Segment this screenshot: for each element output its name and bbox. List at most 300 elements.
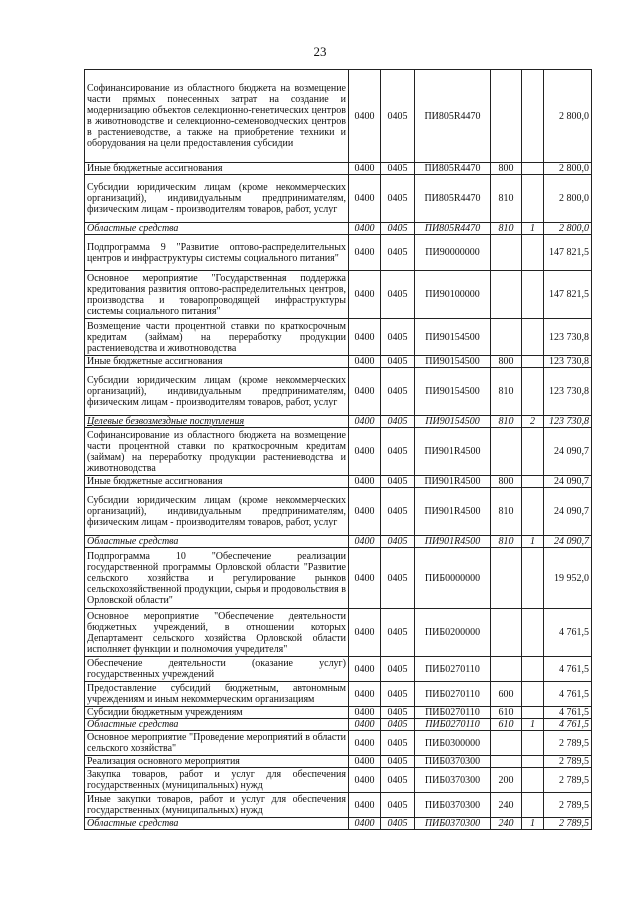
- cell-expense-type: [491, 756, 522, 768]
- cell-name-text: Софинансирование из областного бюджета на возмещение части прямых понесенных затрат на создание и модернизацию объектов селекционно-генетических центров в животноводстве и селекционно-семеноводческих центров в растениеводстве, а также на приобретение техники и оборудования на цели предоставления субсидии: [87, 83, 346, 149]
- cell-subsection: [381, 368, 415, 416]
- cell-target-article: [415, 356, 491, 368]
- cell-name-text: Основное мероприятие "Государственная поддержка кредитования развития оптово-распределительных центров, производства и товаропроводящей инфраструктуры системы социального питания": [87, 272, 346, 317]
- table-row: [85, 223, 592, 235]
- cell-section-text: 0400: [354, 774, 375, 786]
- cell-section-text: 0400: [354, 707, 375, 718]
- cell-target-article: [415, 175, 491, 223]
- cell-target-article-text: ПИ805R4470: [424, 223, 481, 234]
- cell-section: [349, 368, 381, 416]
- cell-amount-text: 2 789,5: [559, 774, 589, 786]
- table-row: [85, 731, 592, 756]
- cell-section: [349, 271, 381, 319]
- cell-source: [522, 368, 544, 416]
- cell-name: [85, 682, 349, 707]
- cell-target-article: [415, 476, 491, 488]
- cell-section-text: 0400: [354, 110, 375, 122]
- cell-target-article-text: ПИБ0270110: [425, 688, 480, 700]
- cell-amount-text: 123 730,8: [549, 416, 589, 427]
- cell-expense-type-text: 240: [498, 799, 514, 811]
- cell-subsection-text: 0405: [387, 756, 408, 767]
- cell-source: [522, 223, 544, 235]
- cell-section: [349, 818, 381, 830]
- cell-amount-text: 24 090,7: [554, 506, 589, 517]
- cell-section-text: 0400: [354, 247, 375, 258]
- cell-source: [522, 488, 544, 536]
- cell-target-article-text: ПИ90100000: [425, 289, 480, 300]
- cell-section: [349, 476, 381, 488]
- cell-section-text: 0400: [354, 719, 375, 730]
- cell-target-article-text: ПИБ0370300: [424, 799, 481, 811]
- table-row: [85, 356, 592, 368]
- cell-subsection-text: 0405: [387, 799, 408, 811]
- cell-subsection: [381, 682, 415, 707]
- cell-subsection: [381, 609, 415, 657]
- cell-amount-text: 4 761,5: [559, 688, 589, 700]
- cell-expense-type: [491, 319, 522, 356]
- cell-expense-type: [491, 793, 522, 818]
- cell-name-text: Иные бюджетные ассигнования: [87, 356, 223, 367]
- cell-section: [349, 657, 381, 682]
- cell-target-article: [415, 756, 491, 768]
- cell-name: [85, 609, 349, 657]
- cell-subsection: [381, 768, 415, 793]
- cell-source: [522, 476, 544, 488]
- cell-section-text: 0400: [354, 627, 375, 638]
- cell-source-text: 1: [530, 818, 535, 829]
- cell-section-text: 0400: [354, 756, 375, 767]
- cell-source-text: 1: [530, 223, 535, 234]
- cell-name: [85, 356, 349, 368]
- cell-amount-text: 123 730,8: [549, 356, 589, 367]
- cell-expense-type: [491, 719, 522, 731]
- table-row: [85, 818, 592, 830]
- cell-subsection: [381, 707, 415, 719]
- table-row: [85, 548, 592, 609]
- cell-target-article: [415, 719, 491, 731]
- cell-subsection-text: 0405: [387, 110, 408, 122]
- cell-target-article-text: ПИБ0270110: [425, 707, 480, 718]
- cell-expense-type: [491, 818, 522, 830]
- cell-expense-type-text: 810: [498, 416, 514, 427]
- cell-amount-text: 2 800,0: [559, 163, 589, 174]
- cell-section-text: 0400: [354, 536, 375, 547]
- cell-source: [522, 536, 544, 548]
- cell-expense-type-text: 610: [498, 719, 514, 730]
- cell-subsection: [381, 756, 415, 768]
- cell-name: [85, 70, 349, 163]
- cell-target-article: [415, 768, 491, 793]
- cell-target-article: [415, 488, 491, 536]
- cell-expense-type-text: 810: [498, 223, 514, 234]
- cell-section: [349, 175, 381, 223]
- cell-section: [349, 731, 381, 756]
- cell-section: [349, 416, 381, 428]
- cell-name: [85, 163, 349, 175]
- cell-section: [349, 682, 381, 707]
- cell-amount: [544, 609, 592, 657]
- cell-amount: [544, 428, 592, 476]
- cell-expense-type-text: 800: [498, 163, 514, 174]
- cell-target-article: [415, 70, 491, 163]
- cell-expense-type-text: 240: [498, 818, 514, 829]
- cell-amount: [544, 271, 592, 319]
- cell-amount-text: 123 730,8: [549, 386, 589, 397]
- cell-name-text: Основное мероприятие "Обеспечение деятельности бюджетных учреждений, в отношении которых Департамент сельского хозяйства Орловской области исполняет функции и полномочия учредителя": [87, 610, 346, 655]
- cell-subsection: [381, 719, 415, 731]
- table-row: [85, 609, 592, 657]
- cell-expense-type: [491, 682, 522, 707]
- cell-section-text: 0400: [354, 223, 375, 234]
- cell-source: [522, 657, 544, 682]
- cell-subsection-text: 0405: [387, 818, 408, 829]
- cell-amount-text: 2 789,5: [559, 756, 589, 767]
- table-row: [85, 536, 592, 548]
- cell-name: [85, 756, 349, 768]
- cell-section: [349, 235, 381, 271]
- cell-subsection-text: 0405: [387, 416, 408, 427]
- cell-source: [522, 793, 544, 818]
- cell-source: [522, 731, 544, 756]
- cell-subsection: [381, 548, 415, 609]
- cell-section-text: 0400: [354, 163, 375, 174]
- cell-source: [522, 818, 544, 830]
- cell-amount: [544, 731, 592, 756]
- cell-section-text: 0400: [354, 193, 375, 204]
- cell-amount-text: 123 730,8: [549, 331, 589, 343]
- cell-amount-text: 2 789,5: [559, 818, 589, 829]
- cell-subsection-text: 0405: [387, 331, 408, 343]
- cell-name: [85, 707, 349, 719]
- cell-target-article-text: ПИ901R4500: [424, 476, 481, 487]
- cell-target-article-text: ПИ90000000: [425, 247, 480, 258]
- cell-name-text: Субсидии юридическим лицам (кроме некоммерческих организаций), индивидуальным предпринимателям, физическим лицам - производителям товаров, работ, услуг: [87, 182, 346, 215]
- cell-section-text: 0400: [354, 476, 375, 487]
- cell-source-text: 1: [530, 719, 535, 730]
- cell-name: [85, 271, 349, 319]
- cell-amount-text: 4 761,5: [559, 627, 589, 638]
- table-row: [85, 163, 592, 175]
- cell-amount-text: 2 789,5: [559, 737, 589, 749]
- cell-section: [349, 609, 381, 657]
- cell-expense-type: [491, 609, 522, 657]
- cell-target-article-text: ПИБ0370300: [424, 818, 481, 829]
- cell-target-article: [415, 536, 491, 548]
- cell-expense-type-text: 200: [498, 774, 514, 786]
- cell-target-article: [415, 707, 491, 719]
- cell-subsection-text: 0405: [387, 193, 408, 204]
- cell-subsection: [381, 271, 415, 319]
- cell-name: [85, 223, 349, 235]
- cell-section-text: 0400: [354, 818, 375, 829]
- cell-target-article-text: ПИ90154500: [425, 356, 480, 367]
- cell-target-article-text: ПИБ0270110: [425, 663, 480, 675]
- cell-expense-type: [491, 235, 522, 271]
- cell-name: [85, 488, 349, 536]
- cell-subsection-text: 0405: [387, 446, 408, 457]
- cell-target-article-text: ПИБ0370300: [424, 756, 481, 767]
- cell-expense-type: [491, 223, 522, 235]
- table-row: [85, 175, 592, 223]
- cell-name-text: Областные средства: [87, 818, 179, 829]
- cell-target-article-text: ПИ90154500: [425, 416, 480, 427]
- cell-name: [85, 768, 349, 793]
- cell-section: [349, 319, 381, 356]
- cell-section: [349, 548, 381, 609]
- cell-target-article-text: ПИБ0000000: [424, 572, 481, 584]
- cell-source-text: 2: [530, 416, 535, 427]
- cell-section-text: 0400: [354, 572, 375, 584]
- cell-source-text: 1: [530, 536, 535, 547]
- cell-expense-type: [491, 428, 522, 476]
- cell-amount: [544, 416, 592, 428]
- cell-name: [85, 719, 349, 731]
- cell-name: [85, 175, 349, 223]
- cell-source: [522, 707, 544, 719]
- table-row: [85, 707, 592, 719]
- cell-target-article: [415, 428, 491, 476]
- cell-amount-text: 2 800,0: [559, 110, 589, 122]
- cell-target-article-text: ПИБ0300000: [424, 737, 481, 749]
- cell-source: [522, 163, 544, 175]
- cell-section: [349, 707, 381, 719]
- cell-amount: [544, 70, 592, 163]
- cell-subsection: [381, 70, 415, 163]
- cell-subsection: [381, 488, 415, 536]
- cell-amount: [544, 223, 592, 235]
- cell-expense-type-text: 810: [498, 386, 514, 397]
- cell-subsection-text: 0405: [387, 476, 408, 487]
- table-row: [85, 70, 592, 163]
- table-row: [85, 319, 592, 356]
- cell-subsection-text: 0405: [387, 356, 408, 367]
- cell-expense-type-text: 810: [498, 536, 514, 547]
- cell-target-article: [415, 609, 491, 657]
- cell-name: [85, 536, 349, 548]
- cell-name-text: Иные закупки товаров, работ и услуг для обеспечения государственных (муниципальных) нужд: [87, 794, 346, 816]
- cell-subsection: [381, 356, 415, 368]
- cell-expense-type-text: 810: [498, 506, 514, 517]
- cell-target-article: [415, 682, 491, 707]
- cell-source: [522, 548, 544, 609]
- cell-subsection: [381, 175, 415, 223]
- cell-expense-type: [491, 368, 522, 416]
- cell-amount: [544, 682, 592, 707]
- cell-target-article-text: ПИ90154500: [425, 386, 480, 397]
- cell-target-article-text: ПИ901R4500: [424, 446, 481, 457]
- cell-subsection-text: 0405: [387, 223, 408, 234]
- cell-subsection: [381, 235, 415, 271]
- cell-target-article: [415, 548, 491, 609]
- cell-target-article: [415, 271, 491, 319]
- budget-table: [84, 69, 592, 830]
- cell-amount-text: 24 090,7: [554, 536, 589, 547]
- cell-subsection-text: 0405: [387, 688, 408, 700]
- cell-section-text: 0400: [354, 688, 375, 700]
- cell-amount-text: 4 761,5: [559, 663, 589, 675]
- cell-expense-type-text: 810: [498, 193, 514, 204]
- cell-amount: [544, 536, 592, 548]
- cell-source: [522, 428, 544, 476]
- cell-subsection: [381, 223, 415, 235]
- cell-section: [349, 768, 381, 793]
- cell-expense-type: [491, 356, 522, 368]
- cell-amount: [544, 356, 592, 368]
- cell-section: [349, 793, 381, 818]
- cell-subsection-text: 0405: [387, 707, 408, 718]
- cell-expense-type: [491, 536, 522, 548]
- cell-subsection: [381, 731, 415, 756]
- cell-subsection: [381, 657, 415, 682]
- table-row: [85, 416, 592, 428]
- cell-amount-text: 4 761,5: [559, 707, 589, 718]
- cell-expense-type: [491, 731, 522, 756]
- cell-source: [522, 319, 544, 356]
- cell-expense-type: [491, 476, 522, 488]
- cell-expense-type: [491, 548, 522, 609]
- cell-section-text: 0400: [354, 416, 375, 427]
- cell-source: [522, 356, 544, 368]
- cell-section: [349, 163, 381, 175]
- cell-target-article-text: ПИ90154500: [425, 331, 480, 343]
- cell-name: [85, 731, 349, 756]
- cell-section-text: 0400: [354, 356, 375, 367]
- cell-subsection: [381, 476, 415, 488]
- cell-name-text: Субсидии юридическим лицам (кроме некоммерческих организаций), индивидуальным предпринимателям, физическим лицам - производителям товаров, работ, услуг: [87, 375, 346, 408]
- cell-section-text: 0400: [354, 289, 375, 300]
- cell-name-text: Софинансирование из областного бюджета на возмещение части процентной ставки по краткосрочным кредитам (займам) на переработку продукции растениеводства и животноводства: [87, 429, 346, 474]
- cell-target-article: [415, 731, 491, 756]
- cell-target-article: [415, 818, 491, 830]
- cell-source: [522, 416, 544, 428]
- cell-target-article-text: ПИБ0200000: [424, 627, 481, 638]
- table-row: [85, 488, 592, 536]
- cell-source: [522, 609, 544, 657]
- cell-source: [522, 70, 544, 163]
- cell-name-text: Субсидии юридическим лицам (кроме некоммерческих организаций), индивидуальным предпринимателям, физическим лицам - производителям товаров, работ, услуг: [87, 495, 346, 528]
- cell-expense-type: [491, 416, 522, 428]
- cell-name: [85, 319, 349, 356]
- cell-name: [85, 657, 349, 682]
- cell-source: [522, 719, 544, 731]
- cell-section: [349, 223, 381, 235]
- cell-target-article-text: ПИ805R4470: [424, 110, 481, 122]
- cell-section: [349, 756, 381, 768]
- cell-source: [522, 682, 544, 707]
- page-number: 23: [313, 44, 327, 59]
- cell-name-text: Иные бюджетные ассигнования: [87, 163, 223, 174]
- cell-amount-text: 147 821,5: [549, 247, 589, 258]
- cell-amount-text: 147 821,5: [549, 289, 589, 300]
- cell-expense-type-text: 800: [498, 476, 514, 487]
- table-row: [85, 682, 592, 707]
- cell-section-text: 0400: [354, 663, 375, 675]
- cell-section-text: 0400: [354, 386, 375, 397]
- cell-section: [349, 536, 381, 548]
- cell-target-article-text: ПИ901R4500: [424, 536, 481, 547]
- table-row: [85, 793, 592, 818]
- table-row: [85, 368, 592, 416]
- cell-amount: [544, 548, 592, 609]
- cell-target-article: [415, 793, 491, 818]
- cell-amount: [544, 657, 592, 682]
- cell-subsection-text: 0405: [387, 737, 408, 749]
- table-row: [85, 235, 592, 271]
- cell-target-article: [415, 416, 491, 428]
- table-row: [85, 271, 592, 319]
- cell-source: [522, 271, 544, 319]
- cell-subsection-text: 0405: [387, 247, 408, 258]
- cell-amount-text: 2 800,0: [559, 193, 589, 204]
- cell-amount: [544, 707, 592, 719]
- cell-amount: [544, 719, 592, 731]
- cell-expense-type: [491, 175, 522, 223]
- cell-name: [85, 235, 349, 271]
- cell-name-text: Реализация основного мероприятия: [87, 756, 240, 767]
- cell-subsection-text: 0405: [387, 627, 408, 638]
- cell-expense-type-text: 600: [498, 688, 514, 700]
- cell-expense-type: [491, 70, 522, 163]
- cell-name-text: Областные средства: [87, 223, 179, 234]
- cell-source: [522, 235, 544, 271]
- cell-amount: [544, 319, 592, 356]
- cell-section-text: 0400: [354, 331, 375, 343]
- cell-target-article-text: ПИБ0370300: [424, 774, 481, 786]
- cell-subsection-text: 0405: [387, 386, 408, 397]
- cell-section-text: 0400: [354, 506, 375, 517]
- cell-subsection-text: 0405: [387, 289, 408, 300]
- cell-target-article-text: ПИ901R4500: [424, 506, 481, 517]
- cell-amount-text: 24 090,7: [554, 476, 589, 487]
- cell-target-article: [415, 368, 491, 416]
- cell-section-text: 0400: [354, 799, 375, 811]
- cell-name: [85, 476, 349, 488]
- cell-section-text: 0400: [354, 737, 375, 749]
- cell-amount: [544, 756, 592, 768]
- cell-subsection: [381, 428, 415, 476]
- cell-name: [85, 416, 349, 428]
- cell-amount: [544, 175, 592, 223]
- cell-name: [85, 368, 349, 416]
- cell-target-article: [415, 235, 491, 271]
- cell-section: [349, 70, 381, 163]
- cell-name-text: Подпрограмма 10 "Обеспечение реализации государственной программы Орловской области "Развитие сельского хозяйства и регулирование рынков сельскохозяйственной продукции, сырья и продовольствия в Орловской области": [87, 550, 346, 606]
- cell-name-text: Основное мероприятие "Проведение мероприятий в области сельского хозяйства": [87, 732, 346, 754]
- cell-name-text: Областные средства: [87, 536, 179, 547]
- cell-section-text: 0400: [354, 446, 375, 457]
- cell-amount: [544, 488, 592, 536]
- cell-expense-type-text: 800: [498, 356, 514, 367]
- table-row: [85, 768, 592, 793]
- cell-amount-text: 4 761,5: [559, 719, 589, 730]
- cell-target-article-text: ПИ805R4470: [424, 163, 481, 174]
- cell-name: [85, 793, 349, 818]
- cell-amount-text: 24 090,7: [554, 446, 589, 457]
- cell-subsection-text: 0405: [387, 572, 408, 584]
- cell-amount: [544, 793, 592, 818]
- cell-amount-text: 2 789,5: [559, 799, 589, 811]
- cell-amount: [544, 368, 592, 416]
- cell-target-article: [415, 163, 491, 175]
- cell-target-article-text: ПИ805R4470: [424, 193, 481, 204]
- cell-subsection: [381, 163, 415, 175]
- cell-subsection: [381, 818, 415, 830]
- table-row: [85, 657, 592, 682]
- cell-amount-text: 19 952,0: [554, 572, 589, 584]
- cell-subsection: [381, 416, 415, 428]
- cell-subsection-text: 0405: [387, 506, 408, 517]
- cell-amount: [544, 768, 592, 793]
